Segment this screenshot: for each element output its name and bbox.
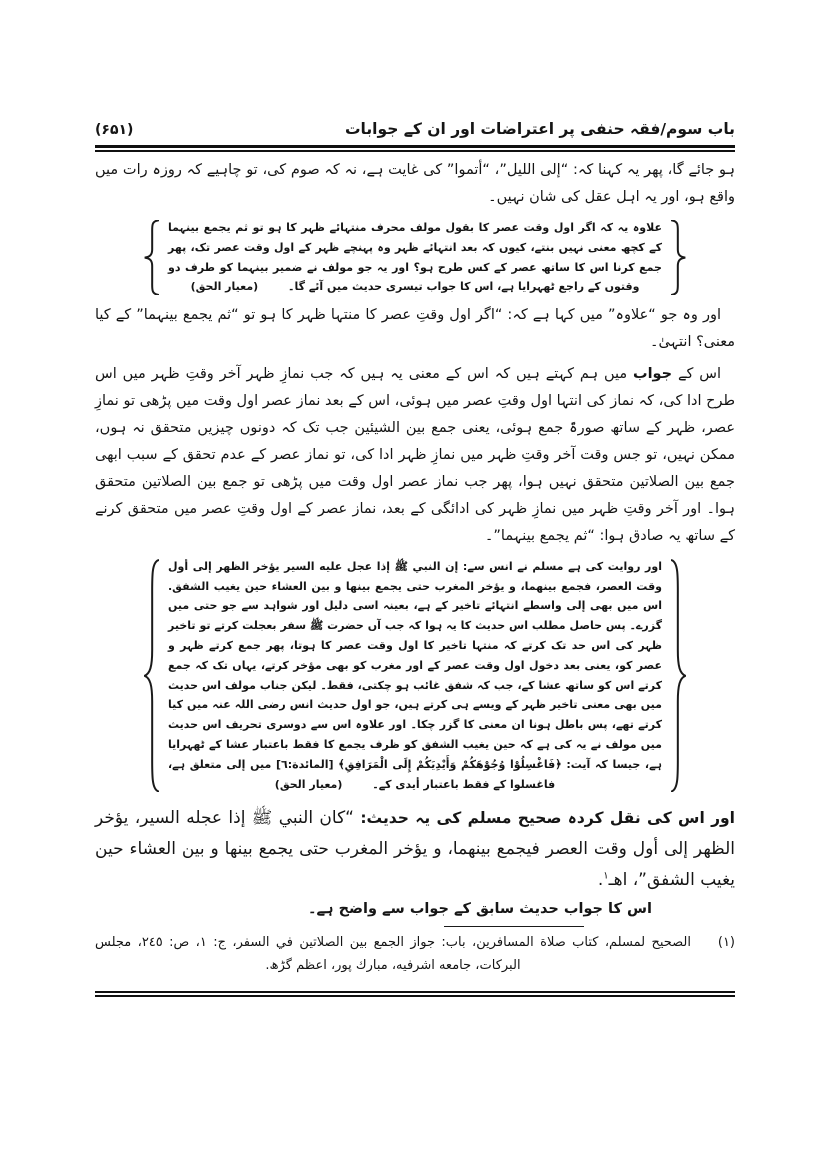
inset-quote-1-attribution: (معیار الحق): [190, 280, 259, 294]
inset-quote-2-attribution: (معیار الحق): [274, 777, 343, 791]
footnote-marker: (١): [717, 935, 735, 951]
hadith-arabic-text: “كان النبي ﷺ إذا عجله السير، يؤخر الظهر إلى أول وقت العصر فيجمع بينهما، و يؤخر المغرب حتى يجمع بينها و بين العشاء حين يغيب الشفق”، اهـ: [95, 808, 735, 891]
hadith-paragraph: [95, 803, 735, 896]
closing-line: اس کا جواب حدیث سابق کے جواب سے واضح ہے۔: [308, 901, 652, 918]
brace-left-icon: [144, 559, 159, 793]
page-content: [95, 0, 735, 977]
header-rule: [95, 145, 735, 152]
inset-quote-2: [168, 557, 662, 795]
inset-quote-2-text: اور روایت کی ہے مسلم نے انس سے: إن النبي ﷺ إذا عجل عليه السير يؤخر الظهر إلى أول وقت العصر، فجمع بينهما، و يؤخر المغرب حتى يجمع بينها و بين العشاء حين يغيب الشفق. اس میں بھی إلی واسطے انتہائے تاخیر کے ہے، بعینہ اسی دلیل اور شواہد سے جو حتی میں گزرے۔ پس حاصل مطلب اس حدیث کا یہ ہوا کہ جب آں حضرت ﷺ سفر بعجلت کرتے تو تاخیر ظہر کی اس حد تک کرتے کہ منتہا تاخیر کا اول وقت عصر کا ہوتا، پھر جمع کرتے ظہر و عصر کو، یعنی بعد دخول اول وقت عصر کے اور مغرب کو بھی مؤخر کرتے، یہاں تک کہ جمع کرتے اس کو ساتھ عشا کے، جب کہ شفق غائب ہو چکتی، فقط۔ لیکن جناب مولف اس حدیث میں بھی معنی تاخیر ظہر کے ویسے ہی کرتے ہیں، جو اول حدیث انس رضی اللہ عنہ میں کیا کرتے تھے، پس باطل ہونا ان معنی کا گزر چکا۔ اور علاوہ اس سے دوسری تحریف اس حدیث میں مولف نے یہ کی ہے کہ حین یغیب الشفق کو ظرف یجمع کا فقط باعتبار عشا کے ٹھہرایا ہے، جیسا کہ آیت: ﴿فَاغْسِلُوْا وُجُوْهَكُمْ وَأَیْدِیَكُمْ إِلَى الْمَرَافِقِ﴾ [المائدة:٦] میں إلی متعلق ہے، فاغسلوا کے فقط باعتبار أیدی کے۔: [168, 559, 662, 791]
paragraph-3: [95, 361, 735, 550]
paragraph-3-bold-word: جواب: [633, 366, 673, 383]
paragraph-1: ہو جائے گا، پھر یہ کہنا کہ: “إلی اللیل”، “أتموا” کی غایت ہے، نہ کہ صوم کی، تو چاہیے کہ روزہ رات میں واقع ہو، اور یہ اہل عقل کی شان نہیں۔: [95, 162, 735, 205]
footnote: [95, 932, 735, 977]
brace-right-icon: [671, 220, 686, 295]
footnote-reference-marker: ١: [603, 870, 609, 882]
page-header: [95, 0, 735, 138]
paragraph-3-pre: اس کے: [672, 366, 721, 383]
hadith-tail: .: [597, 870, 604, 891]
inset-quote-1-text: علاوہ یہ کہ اگر اول وقت عصر کا بقول مولف محرف منتہائے ظہر کا ہو تو ثم یجمع بینہما کے کچھ معنی نہیں بنتے، کیوں کہ بعد انتہائے ظہر وہ پہنچے ظہر کے اول وقت عصر تک، پھر جمع کرنا اس کا ساتھ عصر کے کس طرح ہو؟ اور یہ جو مولف نے ضمیر بینہما کو طرف دو وقتوں کے راجع ٹھہرایا ہے، اس کا جواب تیسری حدیث میں آئے گا۔: [168, 220, 662, 294]
inset-quote-1: [168, 218, 662, 297]
hadith-intro: اور اس کی نقل کردہ صحیح مسلم کی یہ حدیث:: [353, 809, 735, 828]
brace-left-icon: [144, 220, 159, 295]
brace-right-icon: [671, 559, 686, 793]
chapter-title: باب سوم/فقہ حنفی پر اعتراضات اور ان کے جوابات: [344, 120, 735, 138]
paragraph-3-rest: میں ہم کہتے ہیں کہ اس کے معنی یہ ہیں کہ جب نمازِ ظہر آخر وقتِ ظہر میں اس طرح ادا کی، کہ نماز کی انتہا اول وقتِ عصر میں ہوئی، اس کے بعد نماز عصر اول وقت میں پڑھی تو نمازِ عصر، ظہر کے ساتھ صورۃً جمع ہوئی، یعنی جمع بین الشیئین جب تک کہ دونوں چیزیں متحقق نہ ہوں، ممکن نہیں، تو جس وقت آخر وقتِ ظہر میں نمازِ ظہر ادا کی، تو نماز عصر کے عدم تحقق کے سبب ابھی جمع بین الصلاتین متحقق نہیں ہوا، پھر جب نماز عصر اول وقت میں پڑھی تو جمع بین الصلاتین متحقق ہوا۔ اور آخر وقتِ ظہر میں نمازِ ظہر کی ادائگی کے بعد، نماز عصر کے اول وقتِ عصر میں متحقق کرنے کے ساتھ یہ صادق ہوا: “ثم یجمع بینہما”۔: [95, 366, 735, 544]
page-number: (۶۵۱): [95, 122, 134, 138]
footnote-separator: [444, 926, 584, 927]
bottom-rule: [95, 991, 735, 997]
footnote-text: الصحيح لمسلم، كتاب صلاة المسافرين، باب: جواز الجمع بين الصلاتين في السفر، ج: ١، ص: ٢٤٥، مجلس البركات، جامعه اشرفيه، مبارك پور، اعظم گڑھ.: [95, 935, 692, 973]
paragraph-2: اور وہ جو “علاوہ” میں کہا ہے کہ: “اگر اول وقتِ عصر کا منتہا ظہر کا ہو تو “ثم یجمع بینہما” کے کیا معنی؟ انتہیٰ۔: [95, 307, 735, 351]
